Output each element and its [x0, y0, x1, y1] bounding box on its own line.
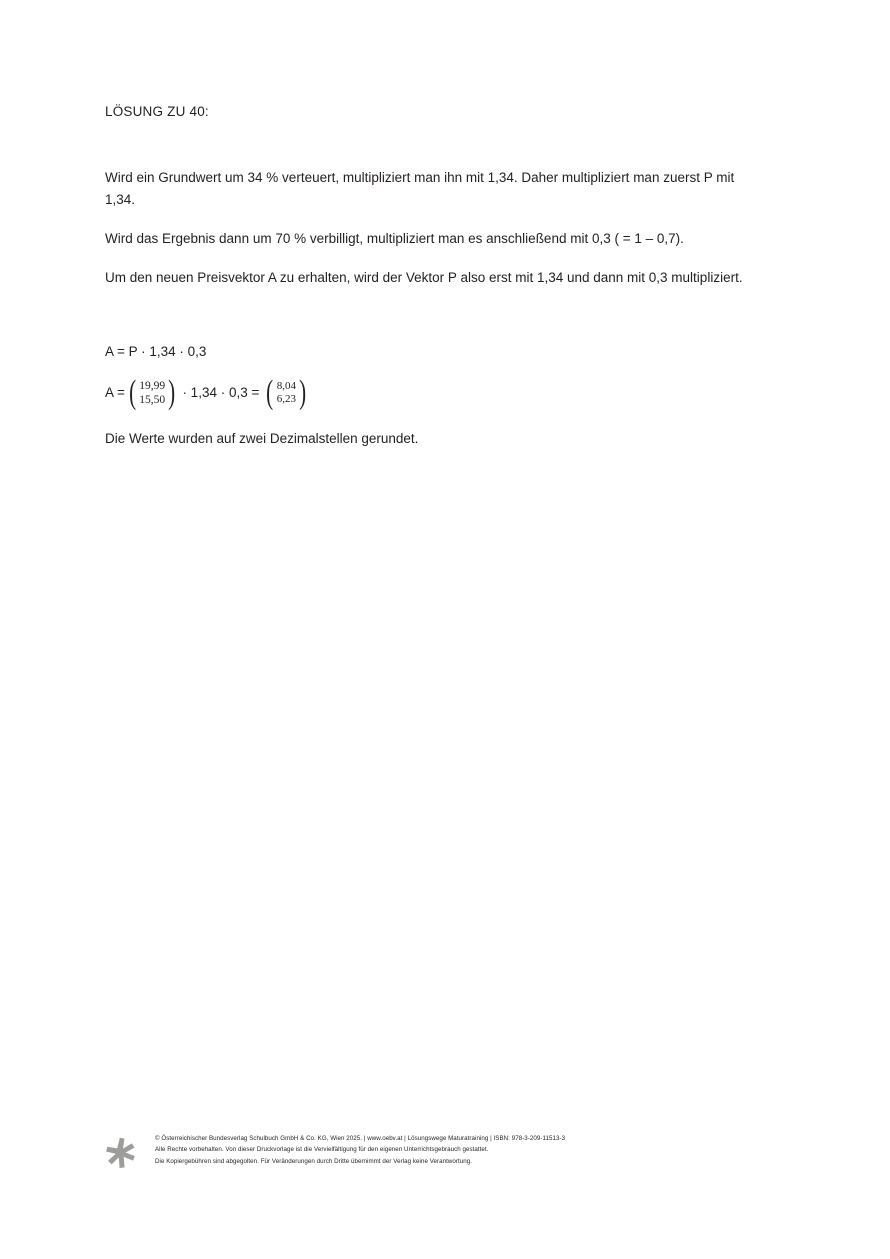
page-footer: [105, 1133, 805, 1169]
footer-text: [155, 1133, 565, 1167]
matrix-left-paren-icon: (: [129, 374, 137, 412]
matrix-cells: [138, 379, 166, 407]
document-content: [105, 104, 765, 450]
matrix-right-paren-icon: ): [168, 374, 176, 412]
rounding-note: Die Werte wurden auf zwei Dezimalstellen gerundet.: [105, 431, 419, 447]
paragraph-1: Wird ein Grundwert um 34 % verteuert, multipliziert man ihn mit 1,34. Daher multipliziert man zuerst P mit 1,34.: [105, 170, 735, 207]
matrix-cell-row1: 19,99: [139, 380, 166, 393]
publisher-logo-icon: [105, 1137, 139, 1173]
equation-2-lhs: A =: [105, 385, 125, 401]
footer-line-2: Alle Rechte vorbehalten. Von dieser Druckvorlage ist die Vervielfältigung für den eigenen Unterrichtsgebrauch gestattet.: [155, 1146, 489, 1154]
section-spacer: [105, 305, 765, 341]
page-title: LÖSUNG ZU 40:: [105, 104, 209, 119]
matrix-cell-row2: 15,50: [139, 394, 166, 407]
paragraph-3: Um den neuen Preisvektor A zu erhalten, wird der Vektor P also erst mit 1,34 und dann mit 0,3 multipliziert.: [105, 269, 743, 285]
footer-line-1: © Österreichischer Bundesverlag Schulbuch GmbH & Co. KG, Wien 2025. | www.oebv.at | Lösungswege Maturatraining | ISBN: 978-3-209-11513-3: [155, 1135, 566, 1142]
equation-1-text: A = P · 1,34 · 0,3: [105, 344, 207, 360]
matrix-price-vector-p: [127, 376, 178, 410]
equation-line-2: [105, 376, 765, 410]
matrix-cell-row1: 8,04: [276, 379, 296, 392]
equation-2-middle: · 1,34 · 0,3 =: [182, 385, 260, 401]
footer-line-3: Die Kopiergebühren sind abgegolten. Für Veränderungen durch Dritte übernimmt der Verlag keine Verantwortung.: [155, 1157, 473, 1165]
matrix-cell-row2: 6,23: [276, 393, 296, 406]
matrix-cells: [276, 380, 297, 407]
matrix-price-vector-a: [264, 376, 308, 410]
matrix-left-paren-icon: (: [266, 374, 274, 412]
equation-line-1: [105, 341, 765, 363]
paragraph-2: Wird das Ergebnis dann um 70 % verbilligt, multipliziert man es anschließend mit 0,3 ( = 1 – 0,7).: [105, 230, 684, 246]
matrix-right-paren-icon: ): [299, 374, 307, 412]
